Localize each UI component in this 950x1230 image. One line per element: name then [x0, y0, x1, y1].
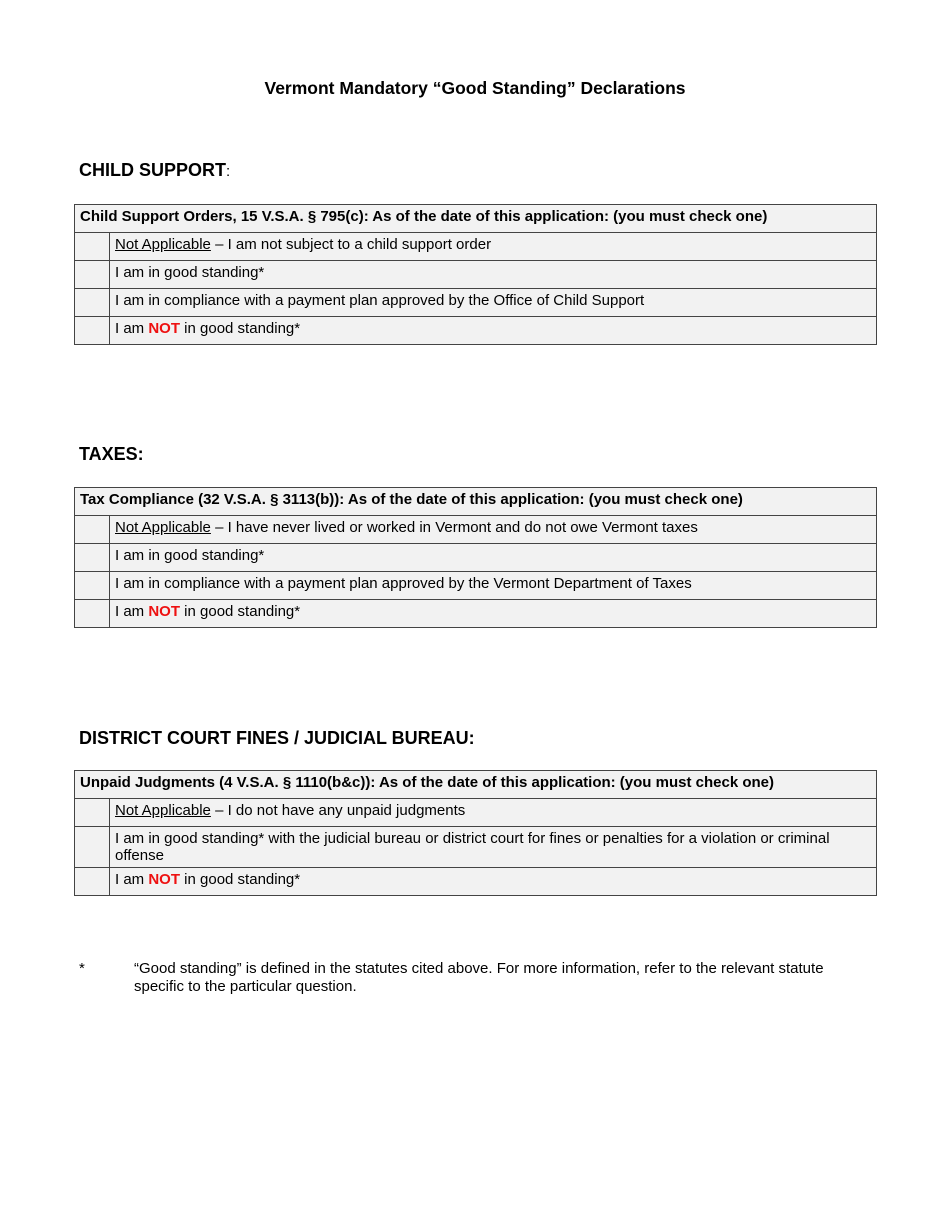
option-label — [110, 233, 877, 261]
option-row-not-applicable — [75, 516, 877, 544]
option-row-not-good-standing — [75, 600, 877, 628]
not-emphasis: NOT — [148, 320, 181, 337]
option-label: I am in good standing* — [110, 544, 877, 572]
option-row-good-standing — [75, 261, 877, 289]
footnote-text: “Good standing” is defined in the statutes cited above. For more information, refer to the relevant statute specific to the particular question. — [134, 960, 824, 995]
document-title: Vermont Mandatory “Good Standing” Declarations — [264, 78, 686, 98]
checkbox-not-applicable[interactable] — [75, 516, 110, 544]
not-applicable-text: – I have never lived or worked in Vermont and do not owe Vermont taxes — [210, 519, 698, 536]
checkbox-payment-plan[interactable] — [75, 289, 110, 317]
section-heading-child-support — [79, 160, 230, 181]
not-prefix: I am — [115, 320, 149, 337]
option-row-not-applicable — [75, 799, 877, 827]
option-label: I am in compliance with a payment plan approved by the Office of Child Support — [110, 289, 877, 317]
option-label — [110, 868, 877, 896]
section-heading-district-court: DISTRICT COURT FINES / JUDICIAL BUREAU: — [79, 728, 475, 748]
not-suffix: in good standing* — [180, 871, 301, 888]
option-row-payment-plan — [75, 572, 877, 600]
checkbox-good-standing[interactable] — [75, 544, 110, 572]
child-support-table — [74, 204, 877, 345]
checkbox-good-standing[interactable] — [75, 827, 110, 868]
table-header: Child Support Orders, 15 V.S.A. § 795(c): As of the date of this application: (you must check one) — [75, 205, 877, 233]
option-row-good-standing — [75, 827, 877, 868]
not-applicable-text: – I do not have any unpaid judgments — [210, 802, 466, 819]
option-label: I am in good standing* with the judicial bureau or district court for fines or penalties for a violation or criminal offense — [110, 827, 877, 868]
option-row-not-good-standing — [75, 317, 877, 345]
option-label: I am in compliance with a payment plan approved by the Vermont Department of Taxes — [110, 572, 877, 600]
checkbox-not-applicable[interactable] — [75, 799, 110, 827]
checkbox-not-good-standing[interactable] — [75, 868, 110, 896]
option-label: I am in good standing* — [110, 261, 877, 289]
checkbox-payment-plan[interactable] — [75, 572, 110, 600]
section-heading-colon: : — [226, 163, 231, 180]
not-applicable-label: Not Applicable — [115, 802, 211, 819]
not-emphasis: NOT — [148, 871, 181, 888]
not-prefix: I am — [115, 603, 149, 620]
not-applicable-label: Not Applicable — [115, 519, 211, 536]
not-applicable-label: Not Applicable — [115, 236, 211, 253]
checkbox-not-applicable[interactable] — [75, 233, 110, 261]
checkbox-not-good-standing[interactable] — [75, 600, 110, 628]
option-label — [110, 799, 877, 827]
section-heading-text: CHILD SUPPORT — [79, 160, 227, 180]
option-label — [110, 516, 877, 544]
option-row-not-good-standing — [75, 868, 877, 896]
not-emphasis: NOT — [148, 603, 181, 620]
option-row-not-applicable — [75, 233, 877, 261]
section-heading-taxes: TAXES: — [79, 444, 144, 464]
option-row-good-standing — [75, 544, 877, 572]
table-header: Unpaid Judgments (4 V.S.A. § 1110(b&c)): As of the date of this application: (you must check one) — [75, 771, 877, 799]
not-prefix: I am — [115, 871, 149, 888]
taxes-table — [74, 487, 877, 628]
checkbox-good-standing[interactable] — [75, 261, 110, 289]
not-applicable-text: – I am not subject to a child support order — [210, 236, 492, 253]
option-label — [110, 600, 877, 628]
checkbox-not-good-standing[interactable] — [75, 317, 110, 345]
district-court-table — [74, 770, 877, 896]
not-suffix: in good standing* — [180, 320, 301, 337]
footnote-marker: * — [79, 960, 85, 977]
option-row-payment-plan — [75, 289, 877, 317]
option-label — [110, 317, 877, 345]
not-suffix: in good standing* — [180, 603, 301, 620]
table-header: Tax Compliance (32 V.S.A. § 3113(b)): As of the date of this application: (you must check one) — [75, 488, 877, 516]
